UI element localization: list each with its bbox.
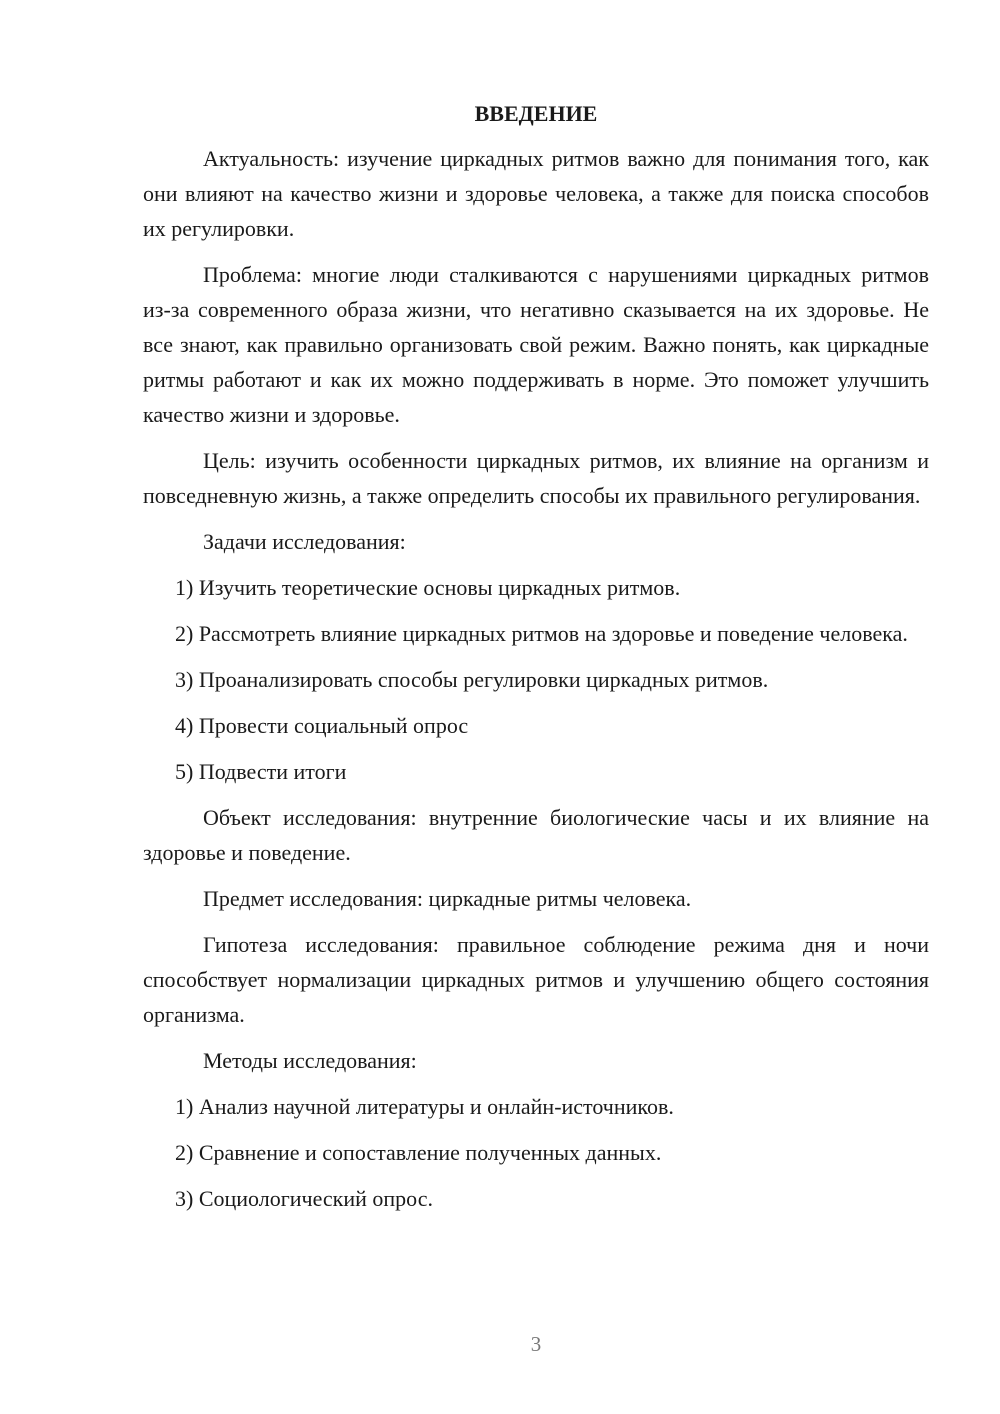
method-item: 1) Анализ научной литературы и онлайн-источников. (175, 1094, 674, 1119)
hypothesis-paragraph: Гипотеза исследования: правильное соблюдение режима дня и ночи способствует нормализации циркадных ритмов и улучшению общего состояния организма. (143, 932, 929, 1027)
problem-paragraph: Проблема: многие люди сталкиваются с нарушениями циркадных ритмов из-за современного образа жизни, что негативно сказывается на их здоровье. Не все знают, как правильно организовать свой режим. Важно понять, как циркадные ритмы работают и как их можно поддерживать в норме. Это поможет улучшить качество жизни и здоровье. (143, 262, 929, 427)
page-content (143, 96, 929, 1227)
method-item: 3) Социологический опрос. (175, 1186, 433, 1211)
task-item: 4) Провести социальный опрос (175, 713, 469, 738)
relevance-paragraph: Актуальность: изучение циркадных ритмов важно для понимания того, как они влияют на качество жизни и здоровье человека, а также для поиска способов их регулировки. (143, 146, 929, 241)
task-item: 5) Подвести итоги (175, 759, 347, 784)
section-title: ВВЕДЕНИЕ (474, 101, 598, 126)
goal-paragraph: Цель: изучить особенности циркадных ритмов, их влияние на организм и повседневную жизнь, а также определить способы их правильного регулирования. (143, 448, 929, 508)
task-item: 3) Проанализировать способы регулировки циркадных ритмов. (175, 667, 769, 692)
methods-label: Методы исследования: (203, 1048, 417, 1073)
tasks-label: Задачи исследования: (203, 529, 406, 554)
task-item: 1) Изучить теоретические основы циркадных ритмов. (175, 575, 681, 600)
object-paragraph: Объект исследования: внутренние биологические часы и их влияние на здоровье и поведение. (143, 805, 929, 865)
subject-paragraph: Предмет исследования: циркадные ритмы человека. (203, 886, 692, 911)
method-item: 2) Сравнение и сопоставление полученных данных. (175, 1140, 662, 1165)
task-item: 2) Рассмотреть влияние циркадных ритмов на здоровье и поведение человека. (175, 621, 908, 646)
page-number: 3 (530, 1332, 542, 1356)
